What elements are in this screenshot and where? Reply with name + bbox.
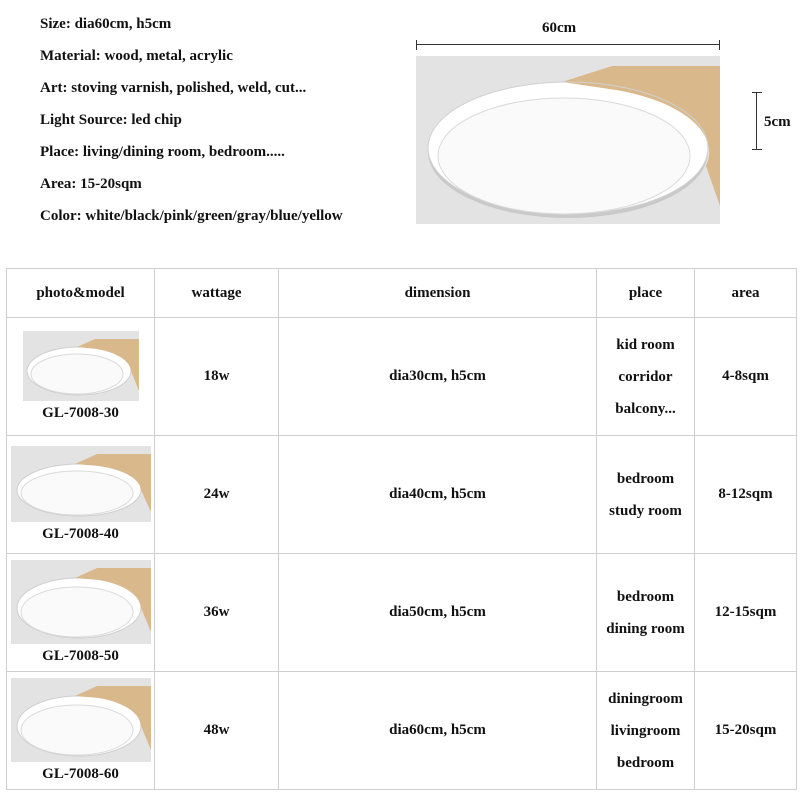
area-cell: 12-15sqm [695, 554, 797, 672]
wattage-cell: 48w [155, 672, 279, 790]
photo-model-cell [7, 318, 155, 436]
model-number: GL-7008-30 [42, 405, 119, 421]
lamp-thumbnail [11, 678, 151, 762]
height-dimension-label: 5cm [764, 114, 791, 130]
spec-light-source: Light Source: led chip [40, 112, 182, 128]
photo-model-cell [7, 672, 155, 790]
place-item: kid room [616, 336, 675, 353]
lamp-thumbnail [11, 446, 151, 522]
dimension-cell: dia40cm, h5cm [279, 436, 597, 554]
spec-material: Material: wood, metal, acrylic [40, 48, 233, 64]
area-cell: 4-8sqm [695, 318, 797, 436]
dimension-cell: dia50cm, h5cm [279, 554, 597, 672]
place-item: dining room [606, 620, 685, 637]
header-area: area [695, 269, 797, 318]
area-cell: 8-12sqm [695, 436, 797, 554]
wattage-cell: 36w [155, 554, 279, 672]
place-item: bedroom [616, 588, 675, 605]
wattage-cell: 24w [155, 436, 279, 554]
header-photo-model: photo&model [7, 269, 155, 318]
lamp-thumbnail [23, 331, 139, 401]
model-number: GL-7008-40 [42, 526, 119, 542]
lamp-thumbnail [11, 560, 151, 644]
header-place: place [597, 269, 695, 318]
place-item: bedroom [616, 754, 675, 771]
spec-place: Place: living/dining room, bedroom..... [40, 144, 285, 160]
table-row [7, 672, 797, 790]
header-wattage: wattage [155, 269, 279, 318]
table-row [7, 436, 797, 554]
dimension-cell: dia30cm, h5cm [279, 318, 597, 436]
place-cell [597, 436, 695, 554]
table-header-row [7, 269, 797, 318]
model-number: GL-7008-50 [42, 648, 119, 664]
place-item: balcony... [615, 400, 676, 417]
place-item: corridor [618, 368, 673, 385]
place-cell [597, 318, 695, 436]
place-item: study room [609, 502, 682, 519]
model-number: GL-7008-60 [42, 766, 119, 782]
photo-model-cell [7, 554, 155, 672]
spec-color: Color: white/black/pink/green/gray/blue/yellow [40, 208, 343, 224]
place-item: diningroom [608, 690, 683, 707]
place-item: bedroom [616, 470, 675, 487]
model-table [6, 268, 797, 790]
spec-size: Size: dia60cm, h5cm [40, 16, 172, 32]
place-cell [597, 554, 695, 672]
width-dimension-label: 60cm [542, 20, 577, 36]
lamp-product-photo [416, 56, 720, 224]
height-dimension-line [752, 92, 762, 150]
area-cell: 15-20sqm [695, 672, 797, 790]
photo-model-cell [7, 436, 155, 554]
table-row [7, 318, 797, 436]
spec-list [40, 8, 343, 232]
place-item: livingroom [610, 722, 681, 739]
wattage-cell: 18w [155, 318, 279, 436]
spec-area: Area: 15-20sqm [40, 176, 142, 192]
header-dimension: dimension [279, 269, 597, 318]
dimension-cell: dia60cm, h5cm [279, 672, 597, 790]
place-cell [597, 672, 695, 790]
table-row [7, 554, 797, 672]
spec-art: Art: stoving varnish, polished, weld, cut... [40, 80, 307, 96]
width-dimension-line [416, 40, 720, 50]
